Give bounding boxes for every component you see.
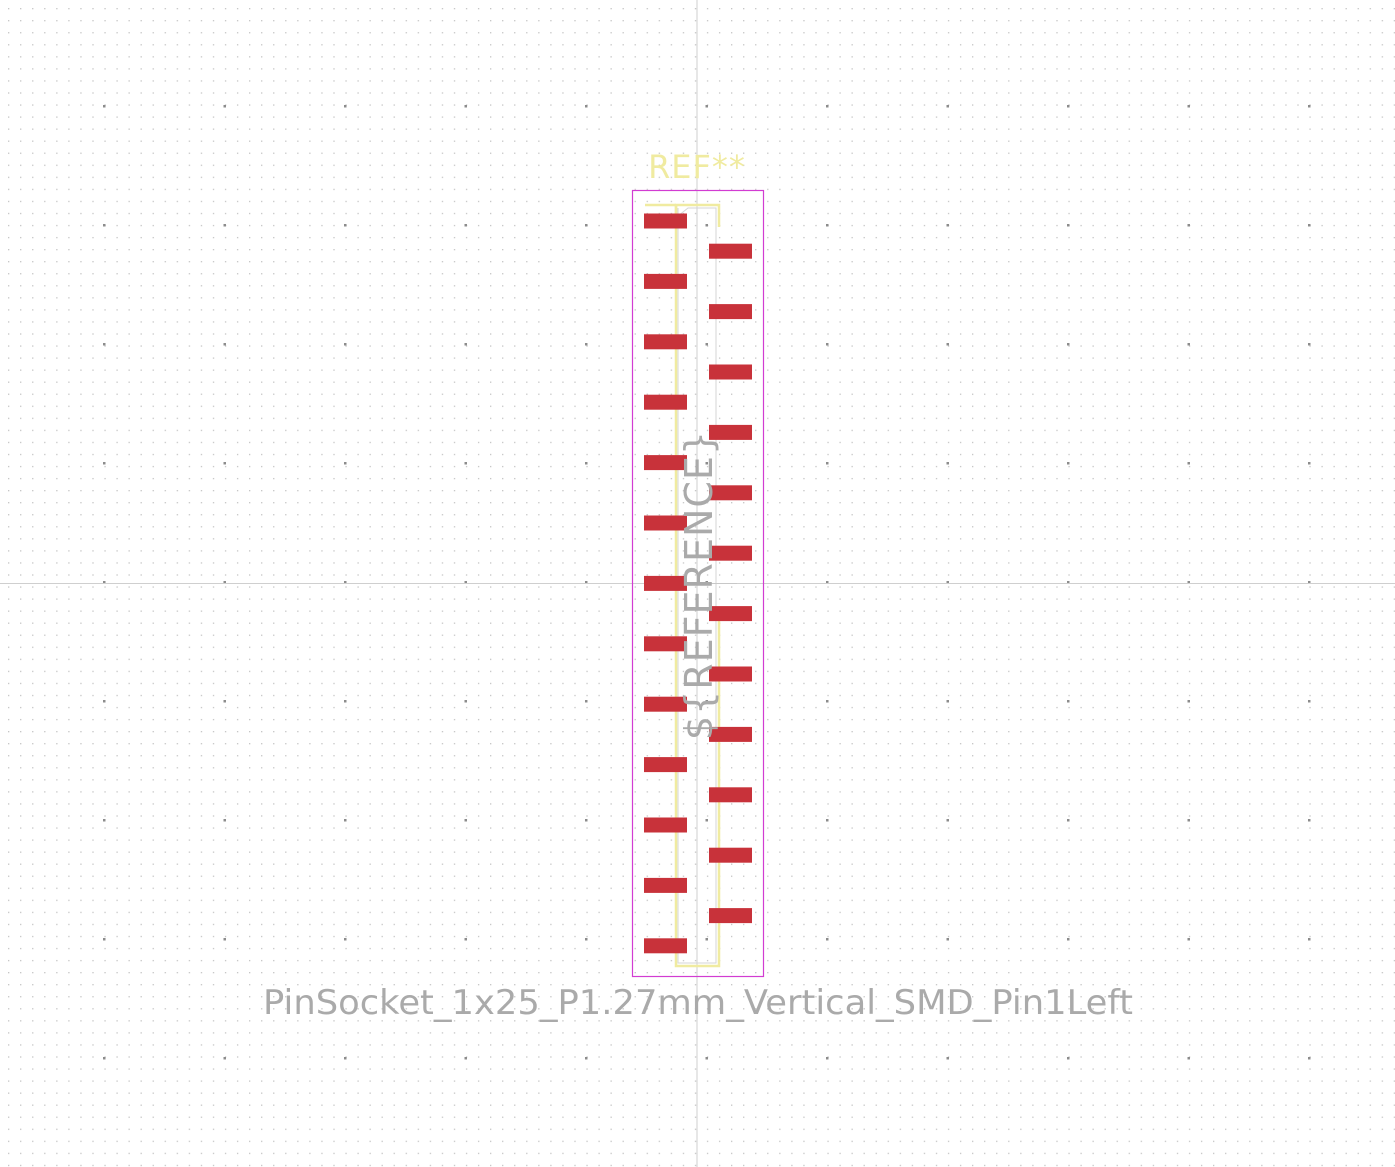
major-grid-dot	[706, 1057, 709, 1060]
major-grid-dot	[103, 224, 106, 227]
major-grid-dot	[585, 224, 588, 227]
major-grid-dot	[1188, 938, 1191, 941]
major-grid-dot	[585, 1057, 588, 1060]
pad-7[interactable]	[644, 395, 687, 410]
major-grid-dot	[224, 938, 227, 941]
major-grid-dot	[1188, 700, 1191, 703]
major-grid-dot	[826, 938, 829, 941]
major-grid-dot	[585, 819, 588, 822]
major-grid-dot	[1308, 700, 1311, 703]
major-grid-dot	[706, 819, 709, 822]
major-grid-dot	[1067, 819, 1070, 822]
pad-22[interactable]	[709, 848, 752, 863]
major-grid-dot	[1067, 224, 1070, 227]
major-grid-dot	[1188, 224, 1191, 227]
major-grid-dot	[224, 462, 227, 465]
major-grid-dot	[706, 105, 709, 108]
major-grid-dot	[585, 462, 588, 465]
major-grid-dot	[344, 700, 347, 703]
major-grid-dot	[585, 343, 588, 346]
major-grid-dot	[103, 938, 106, 941]
pad-2[interactable]	[709, 244, 752, 259]
major-grid-dot	[344, 1057, 347, 1060]
major-grid-dot	[344, 819, 347, 822]
major-grid-dot	[947, 1057, 950, 1060]
major-grid-dot	[947, 462, 950, 465]
pad-24[interactable]	[709, 908, 752, 923]
major-grid-dot	[826, 700, 829, 703]
major-grid-dot	[826, 105, 829, 108]
major-grid-dot	[585, 938, 588, 941]
major-grid-dot	[826, 462, 829, 465]
pad-21[interactable]	[644, 818, 687, 833]
major-grid-dot	[103, 819, 106, 822]
major-grid-dot	[1188, 1057, 1191, 1060]
major-grid-dot	[1067, 700, 1070, 703]
major-grid-dot	[706, 224, 709, 227]
major-grid-dot	[947, 700, 950, 703]
major-grid-dot	[1308, 105, 1311, 108]
major-grid-dot	[1067, 105, 1070, 108]
pad-1[interactable]	[644, 214, 687, 229]
major-grid-dot	[103, 1057, 106, 1060]
pad-6[interactable]	[709, 365, 752, 380]
major-grid-dot	[224, 1057, 227, 1060]
major-grid-dot	[706, 343, 709, 346]
major-grid-dot	[344, 105, 347, 108]
major-grid-dot	[344, 224, 347, 227]
major-grid-dot	[947, 105, 950, 108]
fab-reference-text[interactable]: ${REFERENCE}	[677, 429, 721, 741]
major-grid-dot	[224, 700, 227, 703]
major-grid-dot	[103, 700, 106, 703]
major-grid-dot	[826, 819, 829, 822]
major-grid-dot	[947, 819, 950, 822]
major-grid-dot	[103, 462, 106, 465]
major-grid-dot	[826, 224, 829, 227]
pad-23[interactable]	[644, 878, 687, 893]
major-grid-dot	[585, 700, 588, 703]
major-grid-dot	[224, 819, 227, 822]
major-grid-dot	[706, 938, 709, 941]
pad-20[interactable]	[709, 787, 752, 802]
major-grid-dot	[1308, 819, 1311, 822]
major-grid-dot	[224, 343, 227, 346]
major-grid-dot	[465, 1057, 468, 1060]
major-grid-dot	[1188, 105, 1191, 108]
major-grid-dot	[947, 938, 950, 941]
major-grid-dot	[1067, 462, 1070, 465]
major-grid-dot	[1188, 343, 1191, 346]
major-grid-dot	[1308, 224, 1311, 227]
major-grid-dot	[103, 105, 106, 108]
pad-4[interactable]	[709, 304, 752, 319]
major-grid-dot	[465, 938, 468, 941]
pad-19[interactable]	[644, 757, 687, 772]
pad-3[interactable]	[644, 274, 687, 289]
major-grid-dot	[826, 343, 829, 346]
major-grid-dot	[1188, 819, 1191, 822]
major-grid-dot	[947, 224, 950, 227]
major-grid-dot	[224, 105, 227, 108]
major-grid-dot	[465, 343, 468, 346]
major-grid-dot	[465, 819, 468, 822]
major-grid-dot	[465, 700, 468, 703]
major-grid-dot	[1308, 343, 1311, 346]
major-grid-dot	[1067, 1057, 1070, 1060]
major-grid-dot	[1188, 462, 1191, 465]
major-grid-dot	[1067, 343, 1070, 346]
major-grid-dot	[1308, 1057, 1311, 1060]
major-grid-dot	[103, 343, 106, 346]
major-grid-dot	[465, 462, 468, 465]
reference-designator-text[interactable]: REF**	[648, 148, 746, 186]
major-grid-dot	[465, 224, 468, 227]
major-grid-dot	[344, 938, 347, 941]
major-grid-dot	[1067, 938, 1070, 941]
major-grid-dot	[1308, 462, 1311, 465]
major-grid-dot	[1308, 938, 1311, 941]
footprint-value-text[interactable]: PinSocket_1x25_P1.27mm_Vertical_SMD_Pin1Left	[263, 983, 1133, 1023]
pad-5[interactable]	[644, 334, 687, 349]
major-grid-dot	[947, 343, 950, 346]
major-grid-dot	[465, 105, 468, 108]
major-grid-dot	[344, 462, 347, 465]
major-grid-dot	[585, 105, 588, 108]
major-grid-dot	[224, 224, 227, 227]
pad-25[interactable]	[644, 938, 687, 953]
major-grid-dot	[826, 1057, 829, 1060]
major-grid-dot	[344, 343, 347, 346]
